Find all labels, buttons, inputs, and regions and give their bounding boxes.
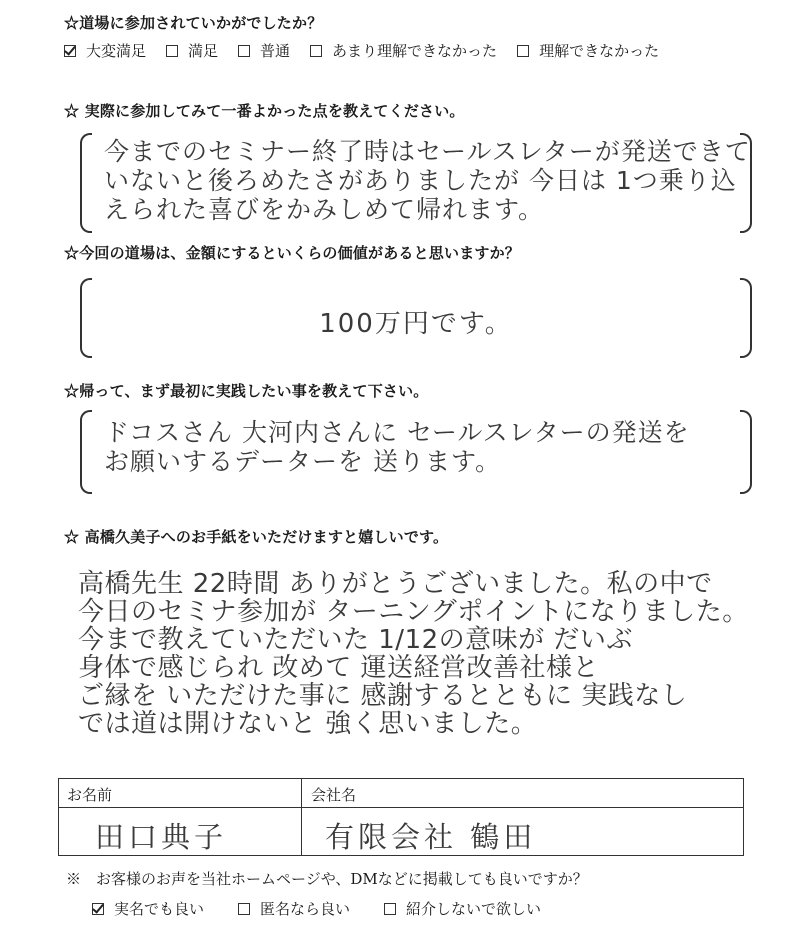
option-not-understood[interactable] (517, 40, 659, 61)
handwritten-answer: 100万円です。 (319, 309, 513, 339)
option-label: 紹介しないで欲しい (406, 900, 542, 918)
table-divider (59, 807, 743, 808)
consent-question: ※ お客様のお声を当社ホームページや、DMなどに掲載しても良いですか？ (66, 870, 588, 888)
left-bracket (80, 410, 92, 494)
checkbox-icon[interactable] (238, 903, 250, 915)
letter-line: 今日のセミナ参加が ターニングポイントになりました。 (78, 597, 749, 627)
handwritten-letter (78, 570, 778, 738)
name-value: 田口典子 (95, 820, 228, 854)
option-satisfied[interactable] (166, 40, 218, 61)
company-label: 会社名 (311, 786, 357, 804)
option-label: 実名でも良い (114, 900, 205, 918)
option-anonymous[interactable] (238, 898, 350, 919)
letter-line: 今まで教えていただいた 1/12の意味が だいぶ (78, 625, 633, 655)
question-first-action: ☆帰って、まず最初に実践したい事を教えて下さい。 (64, 382, 429, 400)
checkbox-icon[interactable] (384, 903, 396, 915)
table-divider (301, 779, 302, 855)
right-bracket (740, 410, 752, 494)
checkbox-icon[interactable] (166, 45, 178, 57)
left-bracket (80, 133, 92, 233)
question-value: ☆今回の道場は、金額にするといくらの価値があると思いますか？ (64, 244, 521, 262)
option-no-introduction[interactable] (384, 898, 541, 919)
answer-box-value (80, 278, 752, 358)
checkbox-icon[interactable] (517, 45, 529, 57)
option-real-name[interactable] (92, 898, 204, 919)
answer-line: えられた喜びをかみしめて帰れます。 (104, 195, 545, 224)
option-very-satisfied[interactable] (64, 40, 146, 61)
company-value: 有限会社 鶴田 (325, 820, 537, 854)
answer-line: お願いするデーターを 送ります。 (104, 447, 501, 476)
option-label: 満足 (188, 42, 219, 60)
option-label: 理解できなかった (539, 42, 660, 60)
option-label: 大変満足 (86, 42, 147, 60)
option-label: 普通 (260, 42, 291, 60)
option-not-understood-much[interactable] (310, 40, 497, 61)
consent-options (92, 898, 541, 919)
satisfaction-options (64, 40, 659, 61)
checkbox-icon[interactable] (238, 45, 250, 57)
checkbox-checked-icon[interactable] (64, 45, 76, 57)
letter-line: ご縁を いただけた事に 感謝するとともに 実践なし (78, 681, 688, 711)
letter-line: 高橋先生 22時間 ありがとうございました。私の中で (78, 569, 713, 599)
question-satisfaction: ☆道場に参加されていかがでしたか？ (64, 14, 323, 32)
option-label: あまり理解できなかった (332, 42, 498, 60)
letter-line: では道は開けないと 強く思いました。 (78, 709, 538, 739)
letter-line: 身体で感じられ 改めて 運送経営改善社様と (78, 653, 600, 683)
handwritten-answer (104, 137, 751, 224)
answer-box-best-point (80, 133, 752, 233)
checkbox-checked-icon[interactable] (92, 903, 104, 915)
option-label: 匿名なら良い (260, 900, 351, 918)
question-letter: ☆ 高橋久美子へのお手紙をいただけますと嬉しいです。 (64, 528, 449, 546)
handwritten-answer (104, 418, 736, 476)
question-best-point: ☆ 実際に参加してみて一番よかった点を教えてください。 (64, 102, 465, 120)
answer-box-first-action (80, 410, 752, 494)
name-label: お名前 (67, 786, 113, 804)
checkbox-icon[interactable] (310, 45, 322, 57)
answer-line: 今までのセミナー終了時はセールスレターが発送できて (104, 137, 751, 166)
answer-line: いないと後ろめたさがありましたが 今日は 1つ乗り込 (104, 166, 737, 195)
signature-table (58, 778, 744, 856)
option-average[interactable] (238, 40, 290, 61)
answer-line: ドコスさん 大河内さんに セールスレターの発送を (104, 418, 690, 447)
